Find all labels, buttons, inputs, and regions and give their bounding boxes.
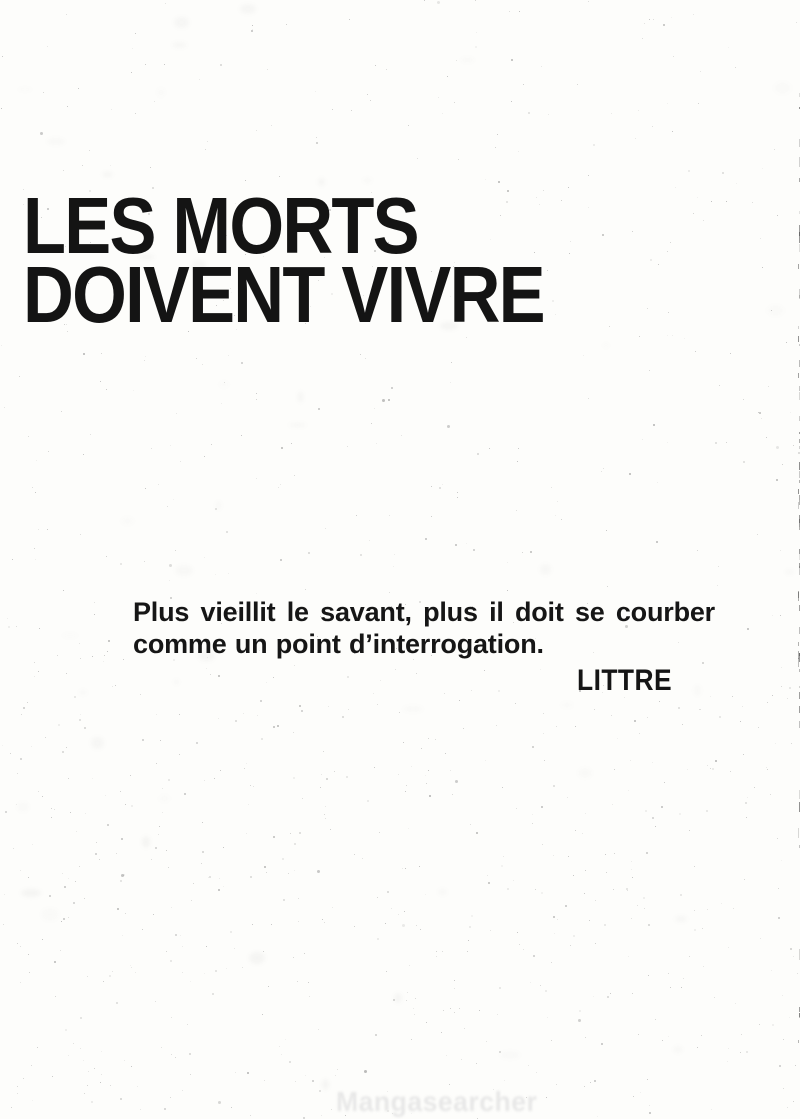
page-title-line-1: LES MORTS — [23, 181, 418, 270]
epigraph-line-2: comme un point d’interrogation. — [133, 629, 544, 659]
epigraph-attribution: LITTRE — [577, 664, 673, 697]
page-title-line-2: DOIVENT VIVRE — [23, 250, 544, 339]
watermark: Mangasearcher — [336, 1086, 538, 1117]
page-title — [23, 181, 544, 339]
epigraph-quote — [133, 596, 715, 660]
epigraph-line-1: Plus vieillit le savant, plus il doit se courber — [133, 597, 715, 627]
